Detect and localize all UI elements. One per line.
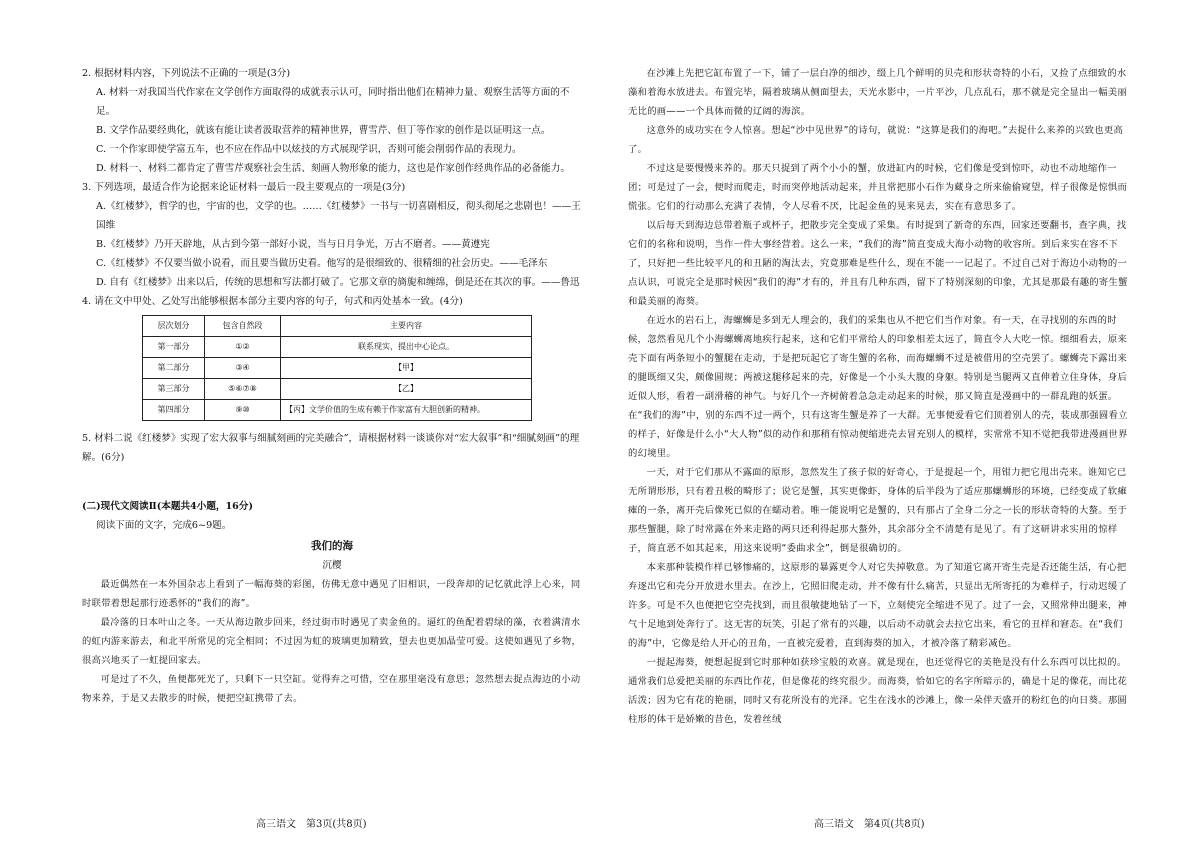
question-3-option-c: C.《红楼梦》不仅要当做小说看，而且要当做历史看。他写的是很细致的、很精细的社会历史。——毛泽东 (96, 258, 548, 269)
table-header: 层次划分 (143, 316, 205, 337)
table-cell: 第一部分 (143, 337, 205, 358)
page-footer-left: 高三语文 第3页(共8页) (256, 819, 367, 830)
question-2-option-d: D. 材料一、材料二都肯定了曹雪芹观察社会生活、刻画人物形象的能力，这也是作家创作经典作品的必备能力。 (96, 163, 570, 174)
article-paragraph: 最近偶然在一本外国杂志上看到了一幅海葵的彩图，仿佛无意中遇见了旧相识，一段奔却的记忆就此浮上心来，同时联带着想起那行迹悉怀的“我们的海”。 (82, 579, 581, 609)
article-paragraph: 这意外的成功实在令人惊喜。想起“沙中见世界”的诗句，就说：“这算是我们的海吧。”去捉什么来养的兴致也更高了。 (628, 125, 1124, 155)
table-cell: 【乙】 (281, 379, 532, 400)
table-cell: 第三部分 (143, 379, 205, 400)
article-title: 我们的海 (311, 540, 353, 552)
section-instruction: 阅读下面的文字，完成6~9题。 (96, 520, 232, 531)
article-author: 沉樱 (322, 560, 342, 571)
table-row (143, 379, 532, 400)
table-cell: 【甲】 (281, 358, 532, 379)
article-paragraph: 在沙滩上先把它缸布置了一下，铺了一层白净的细沙，缀上几个鲜明的贝壳和形状奇特的小石，又捡了点细致的水藻和着海水放进去。布置完毕，隔着玻璃从侧面望去，天光水影中，一片平沙，几点乱石，那不就是完全显出一幅美丽无比的画——一个具体而微的辽阔的海滨。 (628, 68, 1128, 117)
table-cell: ③④ (205, 358, 281, 379)
question-2-option-c: C. 一个作家即使学富五车，也不应在作品中以炫技的方式展现学识，否则可能会削弱作品的表现力。 (96, 144, 522, 155)
question-2-option-b: B. 文学作品要经典化，就该有能让读者汲取营养的精神世界，曹雪芹、但丁等作家的创作是以证明这一点。 (96, 125, 551, 136)
table-row (143, 337, 532, 358)
table-row (143, 400, 532, 421)
table-row (143, 358, 532, 379)
question-3-option-d: D. 自有《红楼梦》出来以后，传统的思想和写法都打破了。它那文章的旖旎和缠绵，倒是还在其次的事。——鲁迅 (96, 277, 580, 288)
structure-table (142, 315, 532, 421)
table-cell: 第四部分 (143, 400, 205, 421)
table-cell: ⑤⑥⑦⑧ (205, 379, 281, 400)
article-paragraph: 本来那种装模作样已够惨痛的，这原形的暴露更令人对它失掉敬意。为了知道它离开寄生壳是否还能生活，有心把弃逐出它和壳分开放进水里去。在沙上，它照旧爬走动，并不像有什么痛苦，只显出无所寄托的为难样子，行动迟缓了许多。可是不久也便把它空壳找到，而且很敏捷地钻了一下，立刻使完全缩进不见了。过了一会，又照常伸出腿来，神气十足地到处奔行了。这无害的玩笑，引起了常有的兴趣，以后动不动就会去拉它出来，看它的丑样和窘态。在“我们的海”中，它像是给人开心的丑角，一直被完爱着，直到海葵的加入，才被冷落了精彩减色。 (628, 562, 1128, 649)
article-paragraph: 一提起海葵，便想起捉到它时那种如获珍宝般的欢喜。就是现在，也还觉得它的美艳是没有什么东西可以比拟的。通常我们总爱把美丽的东西比作花，但是像花的终究很少。而海葵，恰如它的名字所暗示的，确是十足的像花，而比花活泼；因为它有花的艳丽，同时又有花所没有的光泽。它生在浅水的沙滩上，像一朵伴天盛开的粉红色的向日葵。那圆柱形的体干是娇嫩的昔色，发着丝绒 (628, 657, 1128, 725)
table-header: 包含自然段 (205, 316, 281, 337)
section-heading: (二)现代文阅读Ⅱ(本题共4小题，16分) (82, 501, 253, 512)
page-footer-right: 高三语文 第4页(共8页) (814, 819, 925, 830)
article-paragraph: 最冷落的日本叶山之冬。一天从海边散步回来，经过街市时遇见了卖金鱼的。逼红的鱼配着碧绿的藻，衣着满清水的虹内游来游去，和北平所常见的完全相同；不过因为虹的玻璃更加精致，望去也更加晶莹可爱。这使如遇见了乡物，很高兴地买了一虹提回家去。 (82, 617, 582, 666)
table-cell: ⑨⑩ (205, 400, 281, 421)
left-page (82, 64, 582, 804)
article-paragraph: 可是过了不久，鱼便都死光了，只剩下一只空缸。觉得弃之可惜，空在那里毫没有意思；忽然想去捉点海边的小动物来养，于是又去散步的时候，便把空缸携带了去。 (82, 674, 581, 704)
question-2-option-a: A. 材料一对我国当代作家在文学创作方面取得的成就表示认可，同时指出他们在精神力量、观察生活等方面的不足。 (96, 87, 570, 117)
table-cell: 【丙】文学价值的生成有赖于作家富有大胆创新的精神。 (281, 400, 532, 421)
right-page (628, 64, 1132, 804)
table-header: 主要内容 (281, 316, 532, 337)
table-header-row (143, 316, 532, 337)
article-paragraph: 以后每天到海边总带着瓶子或杯子，把散步完全变成了采集。有时捉到了新奇的东西，回家还要翻书，查字典，找它们的名称和说明，当作一件大事经营着。这么一来，“我们的海”简直变成大海小动物的收容所。到后来实在容不下了，只好把一些比较平凡的和丑陋的淘汰去，究竟那难是些什么，现在不能一一记起了。不过自己对于海边小动物的一点认识，可说完全是那时候因“我们的海”才有的，并且有几种东西，留下了特别深刻的印象，尤其是那最有趣的寄生蟹和最美丽的海葵。 (628, 220, 1128, 307)
question-5: 5. 材料二说《红楼梦》实现了宏大叙事与细腻刻画的完美融合”，请根据材料一谈谈你对“宏大叙事”和“细腻刻画”的理解。(6分) (82, 433, 580, 463)
question-3-option-a: A.《红楼梦》，哲学的也，宇宙的也，文学的也。……《红楼梦》一书与一切喜剧相反，彻头彻尾之悲剧也！——王国维 (96, 201, 581, 231)
table-cell: ①② (205, 337, 281, 358)
article-paragraph: 一天，对于它们那从不露面的原形，忽然发生了孩子似的好奇心，于是提起一个，用钳力把它甩出壳来。谁知它已无所谓形形，只有着丑极的畸形了；说它是蟹，其实更像虾，身体的后半段为了适应那螺蛳形的环境，已经变成了软瘫瘫的一条，离开壳后像死已似的在蠕动着。唯一能说明它是蟹的，只有那占了全身二分之一长的形状奇特的大螯。至于那些蟹腿，除了时常露在外来走路的两只还利得起那大螯外，其余部分全不清楚有是见了。有了这研讲求实用的惊样子，简直恶不如其起来，用这来说明“委曲求全”，倒是很确切的。 (628, 467, 1128, 554)
article-paragraph: 在近水的岩石上，海螺蛳是多到无人理会的，我们的采集也从不把它们当作对象。有一天，在寻找别的东西的时候，忽然看见几个小海螺蛳离地疾行起来，这和它们平常给人的印象相差太远了，简直令人大吃一惊。细细看去，原来壳下面有两条短小的蟹腿在走动，于是把玩起它了寄生蟹的名称，而海螺蛳不过是被借用的空壳罢了。螺蛳壳下露出来的腿既细又尖，颇像圆规；两被这腿移起来的壳，好像是一个小头大腹的身躯。特别是当腿两又直伸着立住身体，身后近似人形，看着一副滑稽的神气。与好几个一齐树俯着急急走动起来的时候，那又简直是漫画中的一群乱跑的妖蛋。在“我们的海”中，别的东西不过一两个，只有这寄生蟹是养了一大群。无事便爱看它们顶着别人的壳，装成那强圆看立的样子，好像是什么小“大人物”似的动作和那稍有惊动便缩进壳去冒充别人的模样，实常常不知不觉把我带进漫画世界的幻境里。 (628, 315, 1128, 459)
table-cell: 第二部分 (143, 358, 205, 379)
question-3-stem: 3. 下列选项，最适合作为论据来论证材料一最后一段主要观点的一项是(3分) (82, 182, 406, 193)
article-paragraph: 不过这是要慢慢来养的。那天只捉到了两个小小的蟹，放进缸内的时候，它们像是受到惊吓，动也不动地缩作一团；可是过了一会，便时而爬走，时而突停地活动起来，并且常把那小石作为藏身之所来偷偷窥望，样子很像是惊惧而慌张。它们的行动那么充满了表情，令人尽看不厌，比起金鱼的晃来晃去，实在有意思多了。 (628, 163, 1128, 212)
question-3-option-b: B.《红楼梦》乃开天辟地，从古到今第一部好小说，当与日月争光，万古不磨者。——黄遵宪 (96, 239, 490, 250)
table-cell: 联系现实，提出中心论点。 (281, 337, 532, 358)
question-2-stem: 2. 根据材料内容，下列说法不正确的一项是(3分) (82, 68, 291, 79)
question-4-stem: 4. 请在文中甲处、乙处写出能够根据本部分主要内容的句子，句式和丙处基本一致。(4分) (82, 296, 463, 307)
